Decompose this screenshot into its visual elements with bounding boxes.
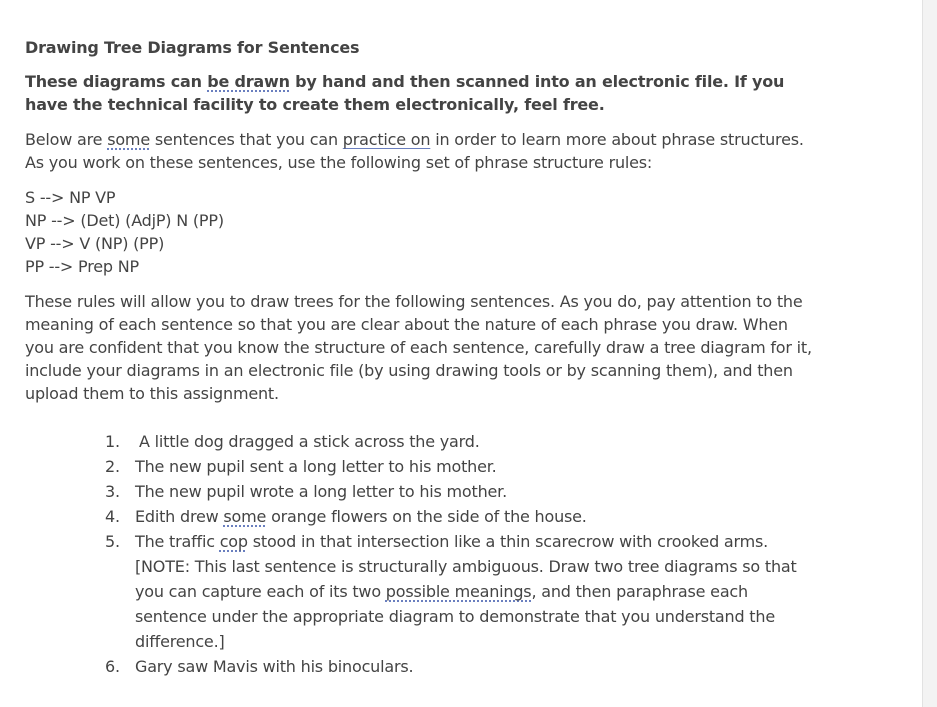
sentence-text-part: orange flowers on the side of the house. (266, 507, 587, 526)
rule-line: S --> NP VP (25, 188, 116, 207)
sentence-text (135, 532, 797, 651)
grammar-flag-cop[interactable]: cop (219, 532, 248, 551)
sentence-text: The new pupil sent a long letter to his mother. (135, 457, 497, 476)
sentence-text: Gary saw Mavis with his binoculars. (135, 657, 414, 676)
rule-line: PP --> Prep NP (25, 257, 139, 276)
instructions-text-2: sentences that you can (149, 130, 343, 149)
instructions-paragraph (25, 128, 815, 174)
sentence-text (135, 507, 587, 526)
sentence-list (25, 429, 815, 679)
sentence-text: The new pupil wrote a long letter to his mother. (135, 482, 507, 501)
list-item (25, 529, 815, 654)
grammar-flag-practice-on[interactable]: practice on (342, 130, 431, 149)
document-title: Drawing Tree Diagrams for Sentences (25, 38, 360, 57)
list-number: 4. (105, 507, 120, 526)
list-number: 1. (105, 432, 120, 451)
list-number: 2. (105, 457, 120, 476)
sentence-text-part: Edith drew (135, 507, 224, 526)
list-item (25, 454, 815, 479)
grammar-flag-be-drawn[interactable]: be drawn (207, 72, 290, 91)
document-content (25, 36, 815, 679)
rule-line: NP --> (Det) (AdjP) N (PP) (25, 211, 224, 230)
sentence-text: A little dog dragged a stick across the yard. (139, 432, 480, 451)
intro-text-2: by hand and then scanned into an electronic file. If you have the technical facility to create them electronically, feel free. (25, 72, 785, 114)
intro-text-1: These diagrams can (25, 72, 208, 91)
intro-paragraph (25, 70, 815, 116)
sentence-text-part: , and then paraphrase each sentence under the appropriate diagram to demonstrate that you understand the difference.] (135, 582, 775, 651)
instructions-text-3: in order to learn more about phrase structures. As you work on these sentences, use the following set of phrase structure rules: (25, 130, 804, 172)
grammar-flag-some[interactable]: some (107, 130, 150, 149)
sentence-text-part: stood in that intersection like a thin scarecrow with crooked arms. [NOTE: This last sentence is structurally ambiguous. Draw two tree diagrams so that you can capture each of its two (135, 532, 797, 601)
instructions-text-1: Below are (25, 130, 108, 149)
list-item (25, 504, 815, 529)
list-number: 5. (105, 532, 120, 551)
explanation-paragraph: These rules will allow you to draw trees for the following sentences. As you do, pay attention to the meaning of each sentence so that you are clear about the nature of each phrase you draw. When you are confident that you know the structure of each sentence, carefully draw a tree diagram for it, include your diagrams in an electronic file (by using drawing tools or by scanning them), and then upload them to this assignment. (25, 292, 812, 403)
grammar-flag-possible-meanings[interactable]: possible meanings (385, 582, 532, 601)
grammar-flag-some[interactable]: some (223, 507, 267, 526)
list-item (25, 654, 815, 679)
list-number: 3. (105, 482, 120, 501)
list-number: 6. (105, 657, 120, 676)
rule-line: VP --> V (NP) (PP) (25, 234, 165, 253)
vertical-scrollbar[interactable] (922, 0, 937, 707)
sentence-text-part: The traffic (135, 532, 220, 551)
list-item (25, 479, 815, 504)
phrase-structure-rules (25, 186, 815, 278)
list-item (25, 429, 815, 454)
